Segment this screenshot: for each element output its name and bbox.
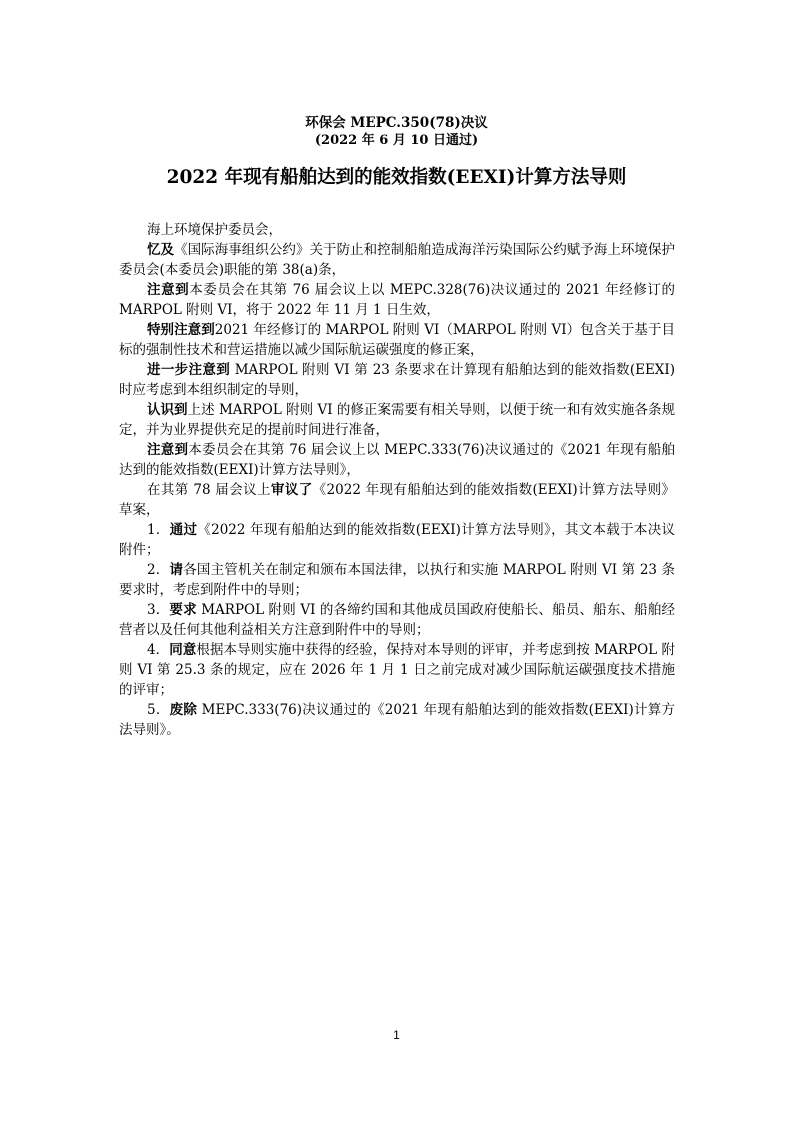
preamble-intro bbox=[119, 220, 675, 240]
paragraph-text: 《2022 年现有船舶达到的能效指数(EEXI)计算方法导则》草案， bbox=[119, 482, 675, 518]
paragraph-number: 4． bbox=[147, 642, 170, 658]
paragraph-keyword: 同意 bbox=[169, 642, 197, 658]
paragraph-text: MARPOL 附则 VI 第 23 条要求在计算现有船舶达到的能效指数(EEXI)时应考虑到本组织制定的导则， bbox=[119, 362, 676, 398]
operative-paragraph bbox=[119, 560, 675, 600]
page-number: 1 bbox=[393, 1028, 400, 1042]
preamble-paragraph bbox=[119, 240, 675, 280]
operative-paragraph bbox=[119, 520, 675, 560]
preamble-paragraph bbox=[119, 480, 675, 520]
paragraph-keyword: 注意到 bbox=[147, 282, 190, 298]
paragraph-keyword: 请 bbox=[169, 562, 184, 578]
resolution-title: 环保会 MEPC.350(78)决议 bbox=[305, 115, 488, 131]
preamble-paragraph bbox=[119, 320, 675, 360]
paragraph-text: 《2022 年现有船舶达到的能效指数(EEXI)计算方法导则》，其文本载于本决议附件； bbox=[119, 522, 675, 558]
adoption-date: (2022 年 6 月 10 日通过) bbox=[314, 133, 479, 148]
operative-paragraph bbox=[119, 700, 675, 740]
paragraph-keyword: 通过 bbox=[169, 522, 198, 538]
paragraph-text: 《国际海事组织公约》关于防止和控制船舶造成海洋污染国际公约赋予海上环境保护委员会(本委员会)职能的第 38(a)条， bbox=[119, 242, 676, 278]
resolution-body bbox=[119, 220, 675, 740]
paragraph-number: 2． bbox=[147, 562, 170, 578]
paragraph-text: 根据本导则实施中获得的经验，保持对本导则的评审，并考虑到按 MARPOL 附则 VI 第 25.3 条的规定，应在 2026 年 1 月 1 日之前完成对减少国际航运碳强度技术措施的评审； bbox=[119, 642, 676, 698]
preamble-paragraph bbox=[119, 360, 675, 400]
paragraph-keyword: 审议了 bbox=[270, 482, 313, 498]
paragraph-keyword: 进一步注意到 bbox=[147, 362, 231, 378]
paragraph-keyword: 特别注意到 bbox=[147, 322, 215, 338]
paragraph-keyword: 废除 bbox=[169, 702, 198, 718]
document-title: 2022 年现有船舶达到的能效指数(EEXI)计算方法导则 bbox=[166, 167, 627, 188]
paragraph-keyword: 认识到 bbox=[147, 402, 188, 418]
paragraph-text: 各国主管机关在制定和颁布本国法律，以执行和实施 MARPOL 附则 VI 第 23 条要求时，考虑到附件中的导则； bbox=[119, 562, 675, 598]
paragraph-number: 3． bbox=[147, 602, 170, 618]
paragraph-keyword: 要求 bbox=[169, 602, 197, 618]
preamble-paragraph bbox=[119, 440, 675, 480]
paragraph-prefix: 在其第 78 届会议上 bbox=[147, 482, 271, 498]
paragraph-text: 上述 MARPOL 附则 VI 的修正案需要有相关导则，以便于统一和有效实施各条规定，并为业界提供充足的提前时间进行准备， bbox=[119, 402, 675, 438]
paragraph-text: 2021 年经修订的 MARPOL 附则 VI（MARPOL 附则 VI）包含关于基于目标的强制性技术和营运措施以减少国际航运碳强度的修正案， bbox=[119, 322, 676, 358]
paragraph-text: 本委员会在其第 76 届会议上以 MEPC.333(76)决议通过的《2021 年现有船舶达到的能效指数(EEXI)计算方法导则》， bbox=[119, 442, 675, 478]
paragraph-keyword: 注意到 bbox=[147, 442, 189, 458]
operative-paragraph bbox=[119, 640, 675, 700]
paragraph-number: 1． bbox=[147, 522, 170, 538]
operative-paragraph bbox=[119, 600, 675, 640]
paragraph-keyword: 忆及 bbox=[147, 242, 175, 258]
paragraph-text: MARPOL 附则 VI 的各缔约国和其他成员国政府使船长、船员、船东、船舶经营者以及任何其他利益相关方注意到附件中的导则； bbox=[119, 602, 675, 638]
paragraph-text: 本委员会在其第 76 届会议上以 MEPC.328(76)决议通过的 2021 年经修订的 MARPOL 附则 VI，将于 2022 年 11 月 1 日生效， bbox=[119, 282, 676, 318]
preamble-paragraph bbox=[119, 280, 675, 320]
paragraph-text: 海上环境保护委员会， bbox=[147, 222, 282, 238]
paragraph-number: 5． bbox=[147, 702, 170, 718]
paragraph-text: MEPC.333(76)决议通过的《2021 年现有船舶达到的能效指数(EEXI)计算方法导则》。 bbox=[119, 702, 676, 738]
preamble-paragraph bbox=[119, 400, 675, 440]
